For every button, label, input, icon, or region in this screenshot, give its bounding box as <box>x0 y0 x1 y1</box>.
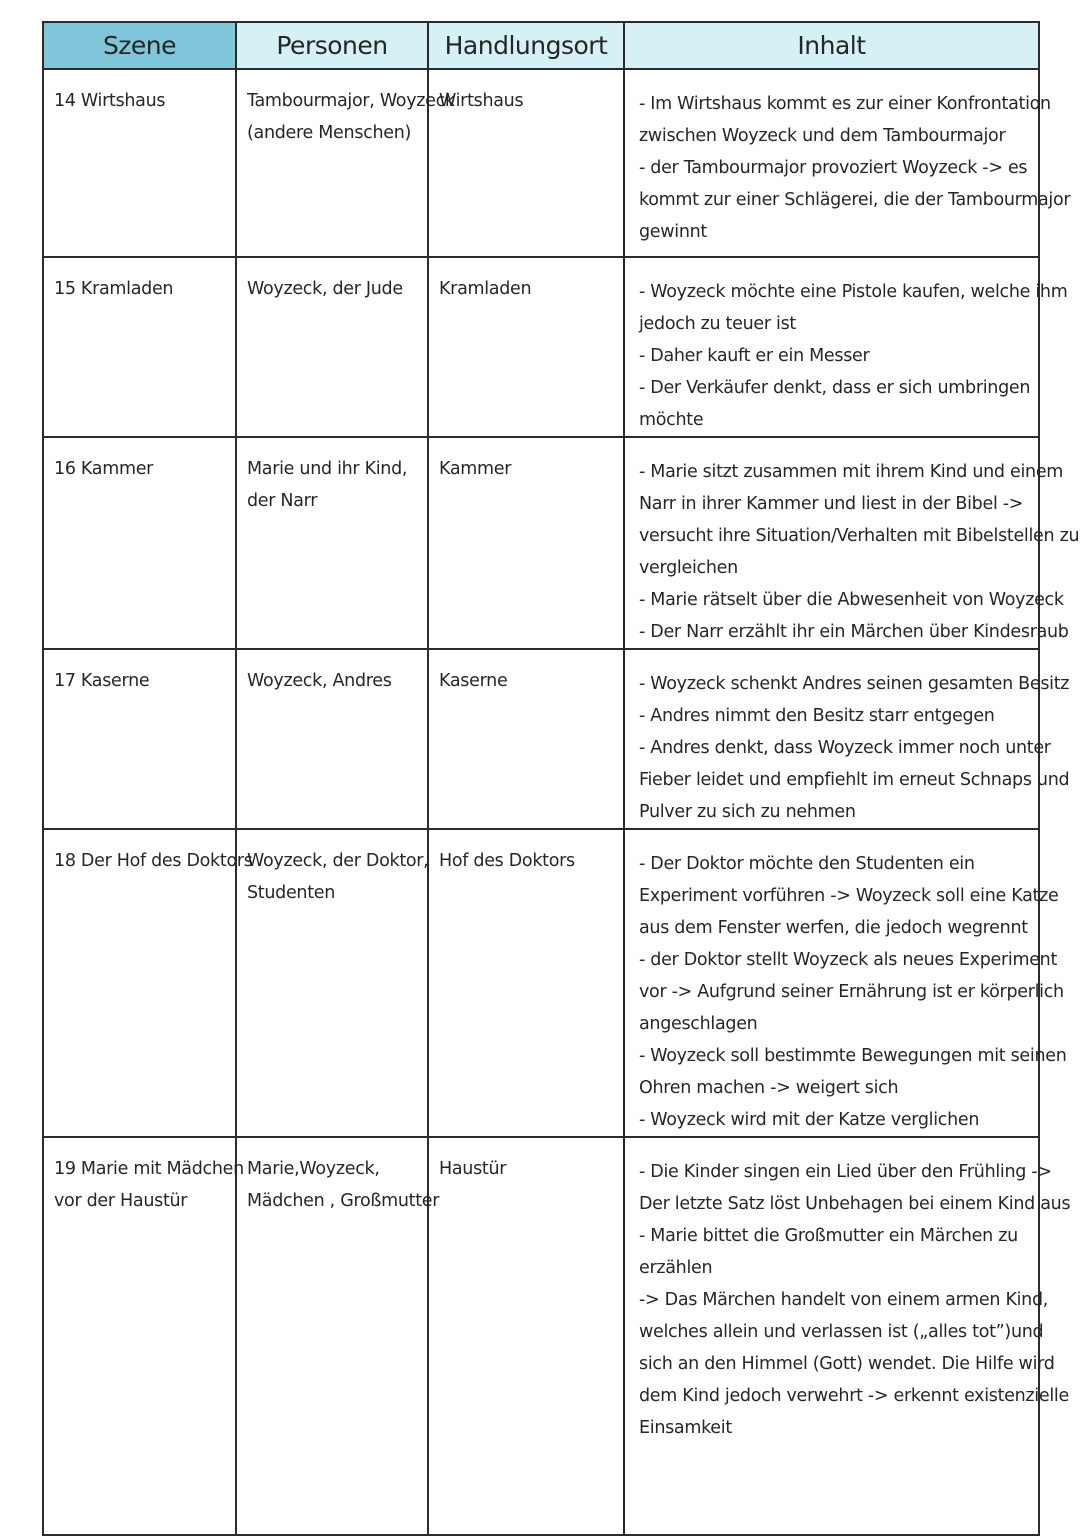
inhalt-line: - Andres nimmt den Besitz starr entgegen <box>639 706 995 726</box>
personen-line: Tambourmajor, Woyzeck <box>247 91 455 111</box>
personen-cell <box>236 649 428 829</box>
personen-line: (andere Menschen) <box>247 123 412 143</box>
table-row <box>43 829 1039 1137</box>
inhalt-line: - Der Doktor möchte den Studenten ein <box>639 854 975 874</box>
ort-line: Hof des Doktors <box>439 851 575 871</box>
inhalt-line: Narr in ihrer Kammer und liest in der Bibel -> <box>639 494 1024 514</box>
header-personen: Personen <box>236 22 428 69</box>
ort-line: Haustür <box>439 1159 507 1179</box>
inhalt-line: Ohren machen -> weigert sich <box>639 1078 899 1098</box>
szene-line: vor der Haustür <box>54 1191 188 1211</box>
szene-line: 16 Kammer <box>54 459 154 479</box>
inhalt-line: - der Doktor stellt Woyzeck als neues Experiment <box>639 950 1058 970</box>
header-row <box>43 22 1039 69</box>
personen-line: Mädchen , Großmutter <box>247 1191 440 1211</box>
inhalt-line: Experiment vorführen -> Woyzeck soll eine Katze <box>639 886 1059 906</box>
szene-line: 15 Kramladen <box>54 279 174 299</box>
table-row <box>43 257 1039 437</box>
szene-cell <box>43 69 236 257</box>
inhalt-line: vor -> Aufgrund seiner Ernährung ist er körperlich <box>639 982 1064 1002</box>
inhalt-line: Einsamkeit <box>639 1418 732 1438</box>
inhalt-line: - Andres denkt, dass Woyzeck immer noch unter <box>639 738 1051 758</box>
inhalt-line: versucht ihre Situation/Verhalten mit Bibelstellen zu <box>639 526 1080 546</box>
inhalt-line: möchte <box>639 410 704 430</box>
table-row <box>43 649 1039 829</box>
inhalt-line: - der Tambourmajor provoziert Woyzeck -> es <box>639 158 1028 178</box>
handlungsort-cell <box>428 437 624 649</box>
inhalt-line: -> Das Märchen handelt von einem armen Kind, <box>639 1290 1049 1310</box>
header-inhalt: Inhalt <box>624 22 1039 69</box>
inhalt-line: aus dem Fenster werfen, die jedoch wegrennt <box>639 918 1028 938</box>
personen-cell <box>236 69 455 257</box>
szene-line: 19 Marie mit Mädchen <box>54 1159 244 1179</box>
inhalt-line: welches allein und verlassen ist („alles tot”)und <box>639 1322 1044 1342</box>
handlungsort-cell <box>428 649 624 829</box>
table-row <box>43 69 1039 257</box>
personen-cell <box>236 829 428 1137</box>
personen-line: Marie und ihr Kind, <box>247 459 408 479</box>
inhalt-line: vergleichen <box>639 558 738 578</box>
szene-line: 18 Der Hof des Doktors <box>54 851 253 871</box>
inhalt-line: - Woyzeck soll bestimmte Bewegungen mit seinen <box>639 1046 1067 1066</box>
inhalt-line: erzählen <box>639 1258 713 1278</box>
inhalt-cell <box>624 829 1067 1137</box>
inhalt-line: angeschlagen <box>639 1014 758 1034</box>
inhalt-line: dem Kind jedoch verwehrt -> erkennt existenzielle <box>639 1386 1069 1406</box>
inhalt-line: - Daher kauft er ein Messer <box>639 346 870 366</box>
personen-line: Marie,Woyzeck, <box>247 1159 380 1179</box>
table-row <box>43 1137 1039 1535</box>
inhalt-cell <box>624 1137 1071 1535</box>
ort-line: Wirtshaus <box>439 91 524 111</box>
inhalt-line: Fieber leidet und empfiehlt im erneut Schnaps und <box>639 770 1070 790</box>
inhalt-cell <box>624 437 1080 649</box>
personen-cell <box>236 257 428 437</box>
inhalt-line: jedoch zu teuer ist <box>639 314 796 334</box>
inhalt-line: - Marie rätselt über die Abwesenheit von Woyzeck <box>639 590 1064 610</box>
inhalt-line: - Woyzeck wird mit der Katze verglichen <box>639 1110 980 1130</box>
personen-line: Studenten <box>247 883 336 903</box>
szene-line: 17 Kaserne <box>54 671 150 691</box>
inhalt-line: - Die Kinder singen ein Lied über den Frühling -> <box>639 1162 1052 1182</box>
header-szene: Szene <box>43 22 236 69</box>
szene-cell <box>43 649 236 829</box>
inhalt-cell <box>624 69 1071 257</box>
inhalt-cell <box>624 257 1068 437</box>
scene-table <box>42 21 1080 1536</box>
header-handlungsort: Handlungsort <box>428 22 624 69</box>
szene-cell <box>43 829 253 1137</box>
handlungsort-cell <box>428 1137 624 1535</box>
inhalt-line: Der letzte Satz löst Unbehagen bei einem Kind aus <box>639 1194 1071 1214</box>
inhalt-line: - Woyzeck möchte eine Pistole kaufen, welche ihm <box>639 282 1068 302</box>
inhalt-line: - Woyzeck schenkt Andres seinen gesamten Besitz <box>639 674 1070 694</box>
inhalt-line: gewinnt <box>639 222 707 242</box>
inhalt-line: - Der Verkäufer denkt, dass er sich umbringen <box>639 378 1031 398</box>
handlungsort-cell <box>428 257 624 437</box>
inhalt-line: sich an den Himmel (Gott) wendet. Die Hilfe wird <box>639 1354 1055 1374</box>
handlungsort-cell <box>428 69 624 257</box>
ort-line: Kammer <box>439 459 512 479</box>
inhalt-line: Pulver zu sich zu nehmen <box>639 802 856 822</box>
personen-line: Woyzeck, der Jude <box>247 279 403 299</box>
handlungsort-cell <box>428 829 624 1137</box>
szene-cell <box>43 257 236 437</box>
szene-line: 14 Wirtshaus <box>54 91 166 111</box>
personen-cell <box>236 437 428 649</box>
personen-line: der Narr <box>247 491 318 511</box>
table-row <box>43 437 1039 649</box>
personen-line: Woyzeck, der Doktor, <box>247 851 429 871</box>
inhalt-line: - Der Narr erzählt ihr ein Märchen über Kindesraub <box>639 622 1069 642</box>
inhalt-cell <box>624 649 1070 829</box>
ort-line: Kaserne <box>439 671 508 691</box>
inhalt-line: zwischen Woyzeck und dem Tambourmajor <box>639 126 1006 146</box>
ort-line: Kramladen <box>439 279 532 299</box>
inhalt-line: kommt zur einer Schlägerei, die der Tambourmajor <box>639 190 1071 210</box>
inhalt-line: - Marie bittet die Großmutter ein Märchen zu <box>639 1226 1018 1246</box>
personen-line: Woyzeck, Andres <box>247 671 392 691</box>
inhalt-line: - Im Wirtshaus kommt es zur einer Konfrontation <box>639 94 1051 114</box>
szene-cell <box>43 1137 244 1535</box>
szene-cell <box>43 437 236 649</box>
inhalt-line: - Marie sitzt zusammen mit ihrem Kind und einem <box>639 462 1064 482</box>
personen-cell <box>236 1137 440 1535</box>
